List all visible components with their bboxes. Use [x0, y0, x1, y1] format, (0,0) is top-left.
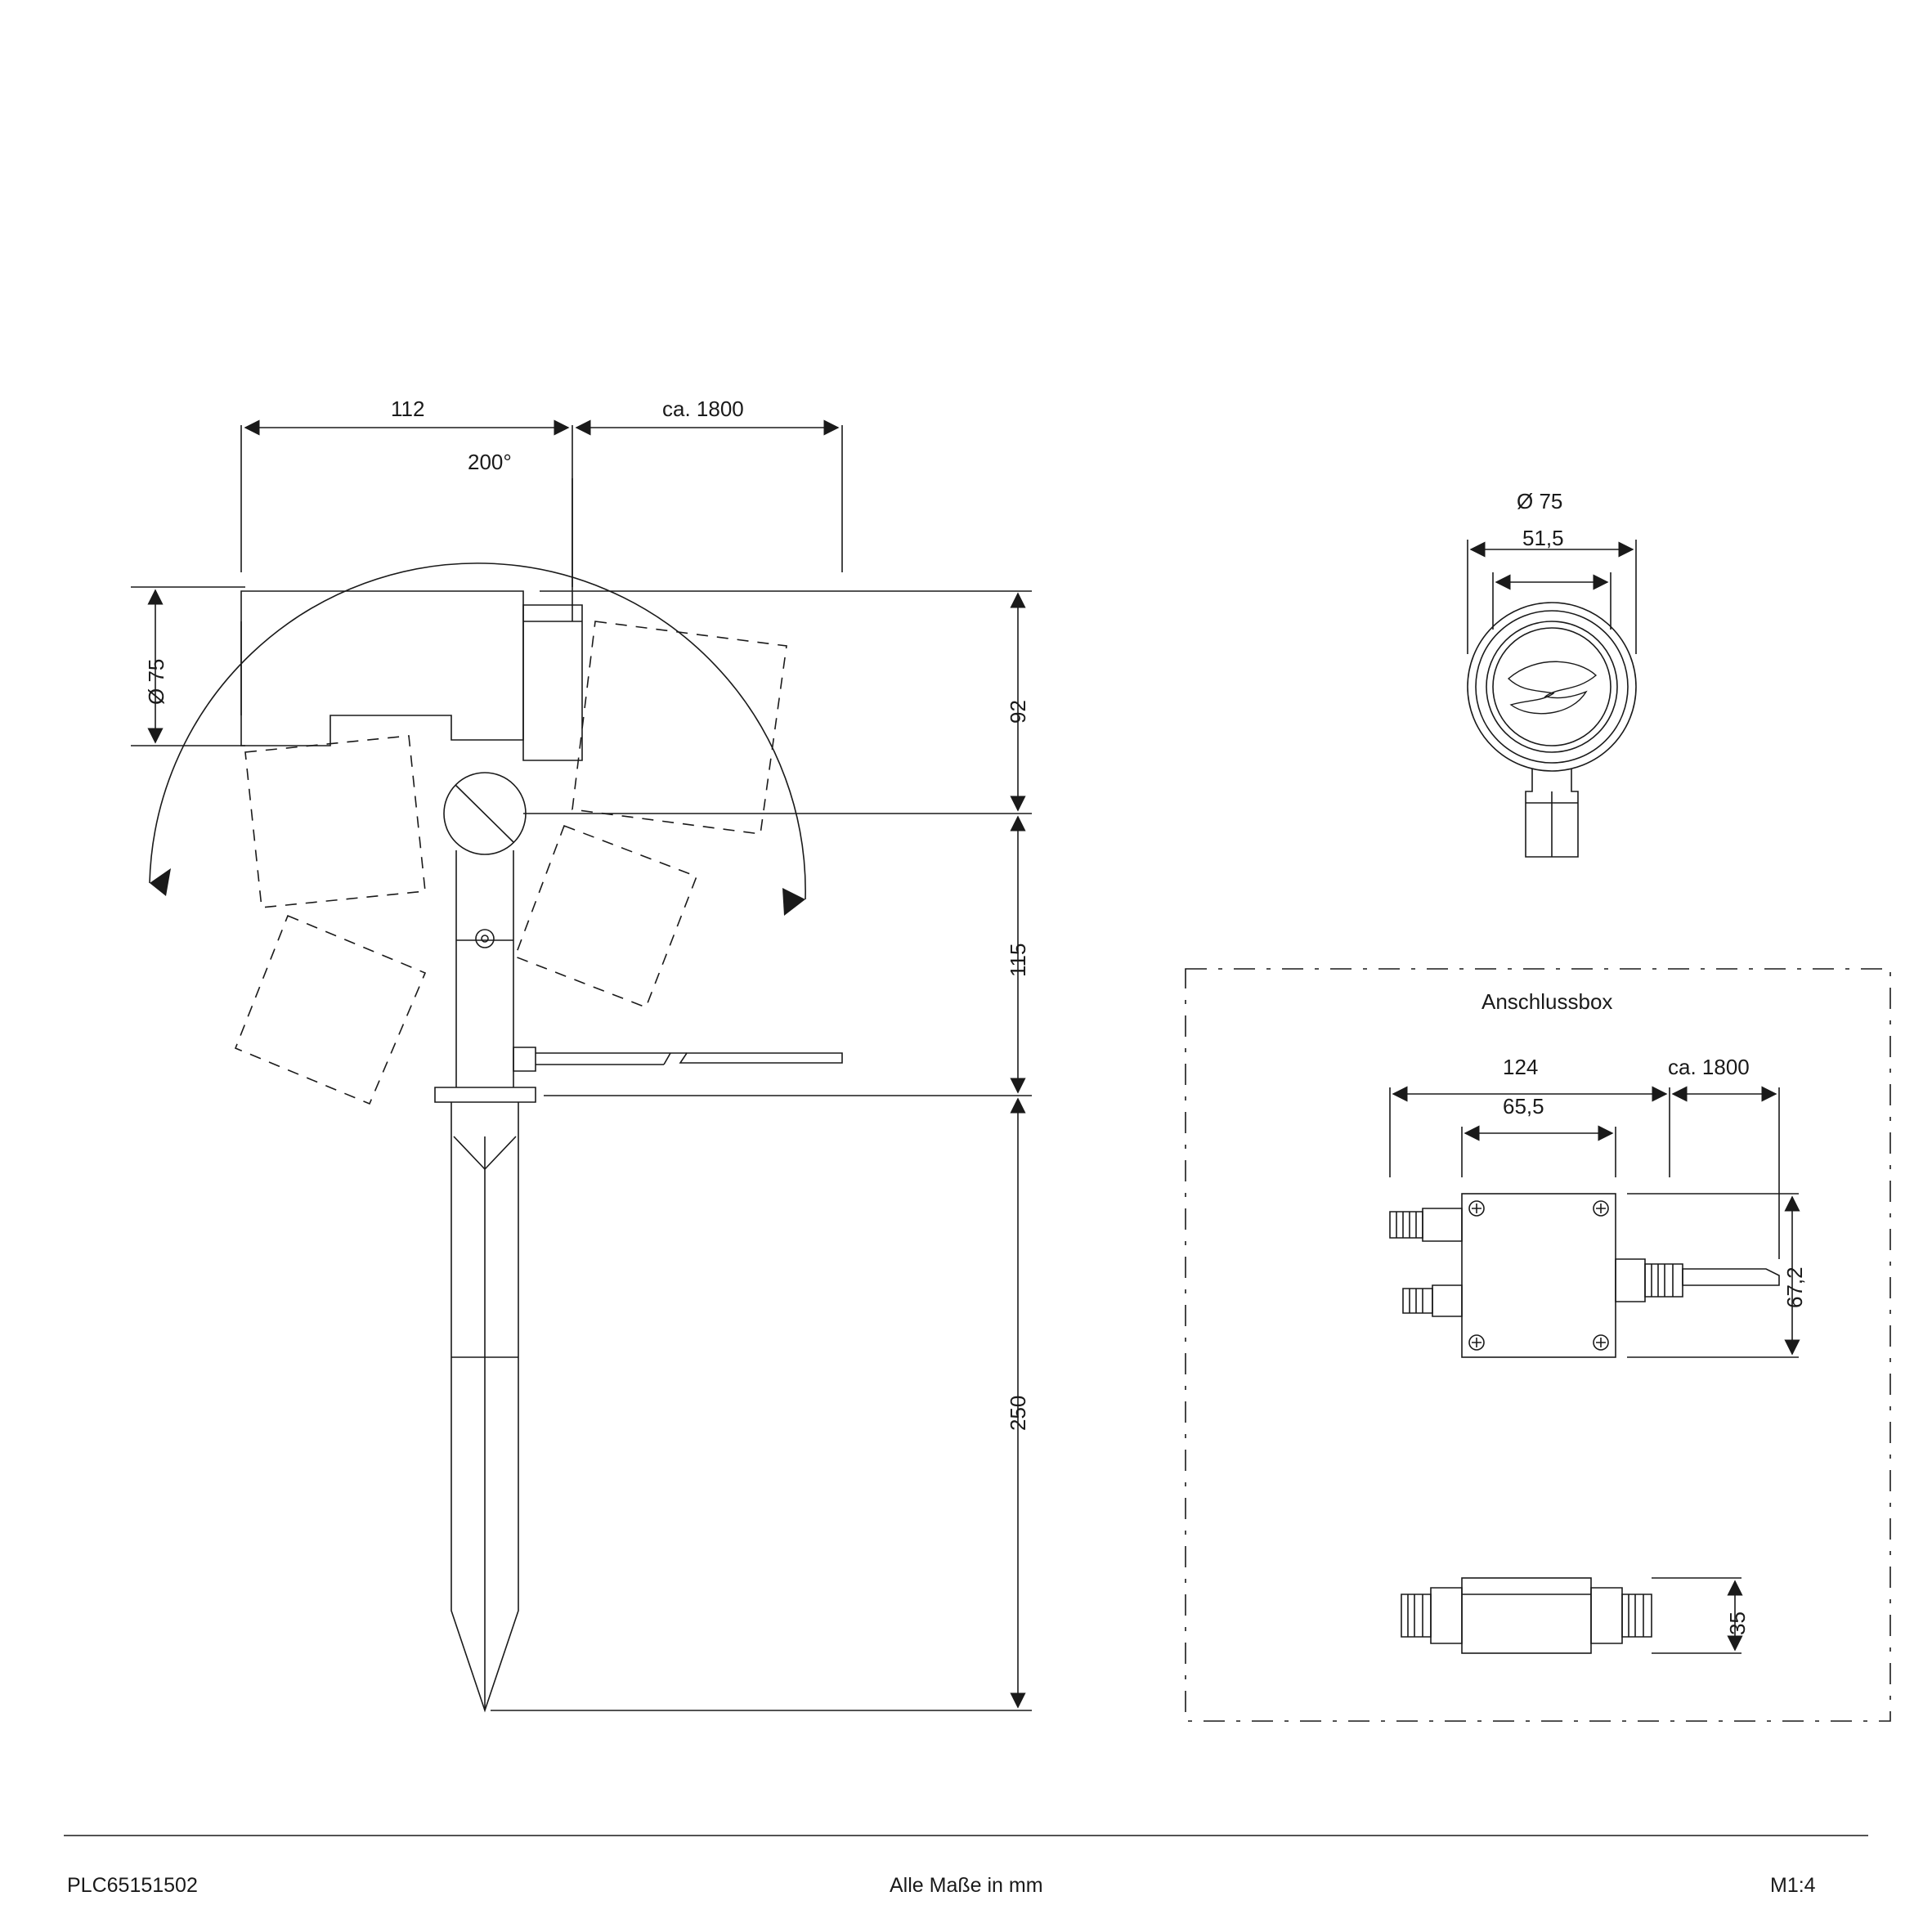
- junction-box-panel: [1186, 969, 1890, 1721]
- dim-label-spike-250: 250: [1006, 1395, 1030, 1431]
- dim-label-box-67-2: 67,2: [1782, 1266, 1807, 1308]
- junction-box-side-view: [1401, 1578, 1741, 1653]
- footer-scale: M1:4: [1770, 1874, 1816, 1897]
- dim-label-box-65-5: 65,5: [1503, 1094, 1544, 1118]
- dim-label-height-92: 92: [1006, 700, 1030, 724]
- dim-cable-1800: [576, 425, 842, 572]
- dim-label-swivel-angle: 200°: [468, 450, 512, 474]
- main-view-geometry: [150, 563, 842, 1710]
- dim-label-box-width-124: 124: [1503, 1055, 1539, 1079]
- dim-label-width-112: 112: [391, 397, 425, 421]
- dim-right-chain: [491, 591, 1032, 1710]
- dim-label-diameter-75-side: Ø 75: [144, 658, 168, 705]
- dim-label-cable-1800: ca. 1800: [662, 397, 744, 421]
- junction-box-top-view: [1390, 1087, 1799, 1357]
- dim-label-box-cable-1800: ca. 1800: [1668, 1055, 1750, 1079]
- dim-label-height-115: 115: [1006, 943, 1030, 977]
- front-view-geometry: [1468, 540, 1636, 857]
- dim-label-lens-51-5: 51,5: [1522, 526, 1564, 550]
- dim-label-outer-diameter-75: Ø 75: [1517, 489, 1563, 513]
- rotation-ghost-positions: [235, 621, 787, 1104]
- dim-label-box-35: 35: [1725, 1611, 1750, 1635]
- footer-part-number: PLC65151502: [67, 1874, 198, 1897]
- footer-units-note: Alle Maße in mm: [890, 1874, 1043, 1897]
- junction-box-title: Anschlussbox: [1481, 989, 1613, 1014]
